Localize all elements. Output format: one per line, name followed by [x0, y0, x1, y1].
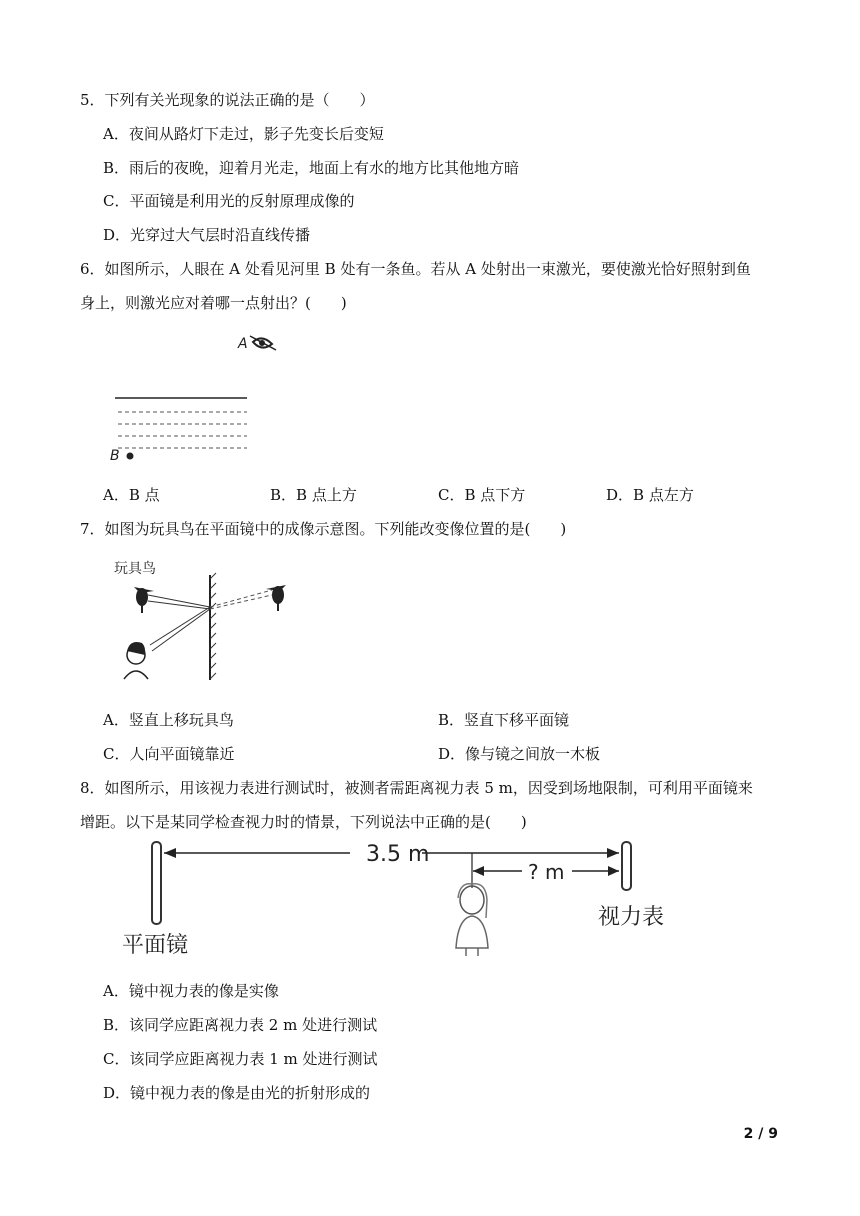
q7-mirror-figure [110, 555, 300, 690]
question-6-stem-line1: 6．如图所示，人眼在 A 处看见河里 B 处有一条鱼。若从 A 处射出一束激光，要使激光恰好照射到鱼 [80, 260, 751, 278]
q5-option-a: A．夜间从路灯下走过，影子先变长后变短 [103, 125, 384, 143]
distance-total-label: 3.5 m [366, 842, 430, 867]
q5-option-b: B．雨后的夜晚，迎着月光走，地面上有水的地方比其他地方暗 [103, 159, 520, 177]
toy-bird-icon [134, 587, 154, 613]
q8-option-b: B．该同学应距离视力表 2 m 处进行测试 [103, 1016, 378, 1034]
distance-unknown-label: ? m [528, 860, 565, 884]
q7-option-c: C．人向平面镜靠近 [103, 745, 235, 763]
question-7-stem: 7．如图为玩具鸟在平面镜中的成像示意图。下列能改变像位置的是( ) [80, 520, 567, 538]
q6-label-b: B [110, 448, 120, 464]
question-6-stem-line2: 身上，则激光应对着哪一点射出？( ) [80, 294, 347, 312]
q6-option-a: A．B 点 [103, 486, 160, 504]
q7-option-a: A．竖直上移玩具鸟 [103, 711, 234, 729]
q5-option-d: D．光穿过大气层时沿直线传播 [103, 226, 311, 244]
q8-option-d: D．镜中视力表的像是由光的折射形成的 [103, 1084, 371, 1102]
q8-option-c: C．该同学应距离视力表 1 m 处进行测试 [103, 1050, 378, 1068]
person-icon [124, 642, 148, 679]
question-8-stem-line2: 增距。以下是某同学检查视力时的情景，下列说法中正确的是( ) [80, 813, 527, 831]
q5-option-c: C．平面镜是利用光的反射原理成像的 [103, 192, 355, 210]
q7-toy-bird-label: 玩具鸟 [114, 561, 156, 577]
eye-chart-bar [622, 842, 631, 890]
q6-label-a: A [238, 336, 248, 352]
q7-option-d: D．像与镜之间放一木板 [438, 745, 601, 763]
q6-option-d: D．B 点左方 [606, 486, 694, 504]
q6-option-c: C．B 点下方 [438, 486, 526, 504]
mirror-label: 平面镜 [122, 933, 189, 958]
page-number: 2 / 9 [743, 1126, 778, 1142]
point-b-dot [127, 453, 134, 460]
girl-icon [456, 884, 488, 956]
q7-option-b: B．竖直下移平面镜 [438, 711, 570, 729]
q6-option-b: B．B 点上方 [270, 486, 357, 504]
question-8-stem-line1: 8．如图所示，用该视力表进行测试时，被测者需距离视力表 5 m，因受到场地限制，可利用平面镜来 [80, 779, 753, 797]
question-5-stem: 5．下列有关光现象的说法正确的是（ ） [80, 91, 375, 109]
chart-label: 视力表 [598, 905, 665, 930]
eye-icon [250, 336, 276, 350]
mirror-bar [152, 842, 161, 924]
q8-eye-chart-figure [110, 838, 690, 963]
q6-river-figure [100, 328, 290, 468]
image-bird-icon [266, 585, 286, 611]
q8-option-a: A．镜中视力表的像是实像 [103, 982, 279, 1000]
